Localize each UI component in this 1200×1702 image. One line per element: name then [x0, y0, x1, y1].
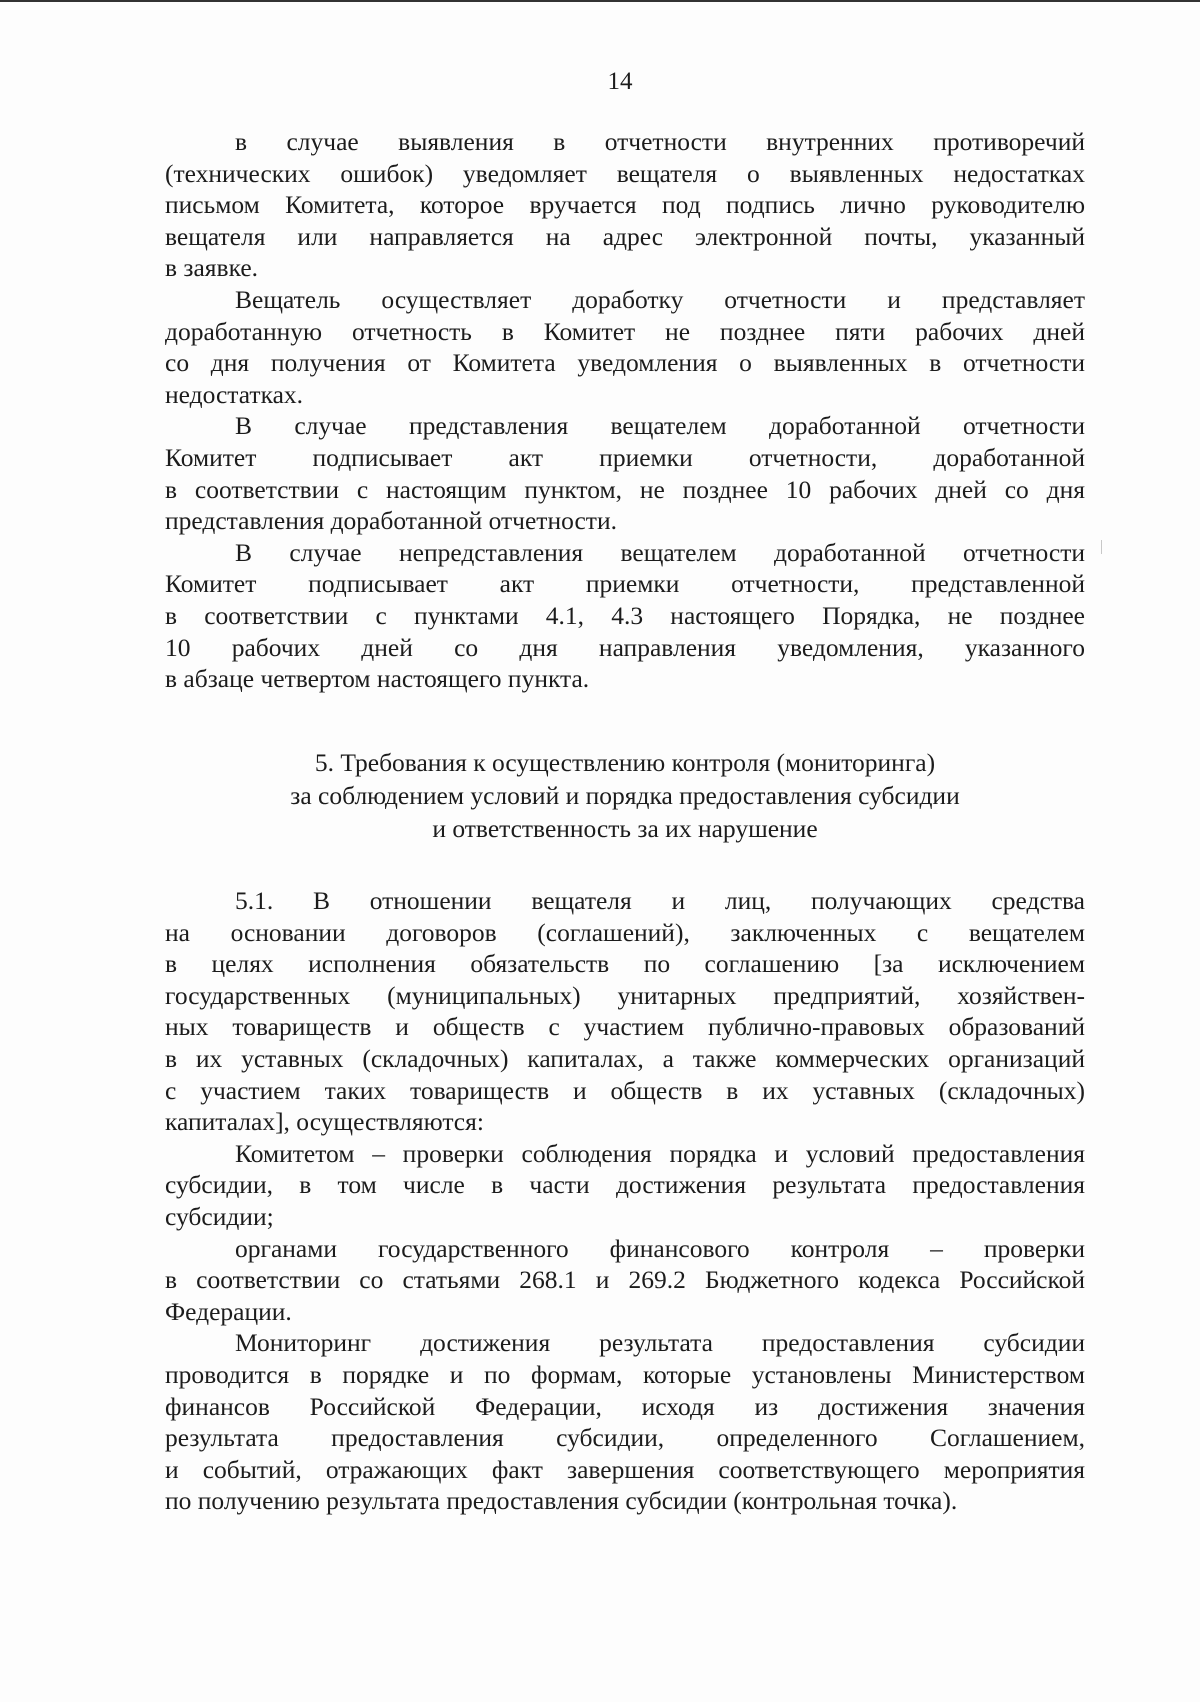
text-line: в их уставных (складочных) капиталах, а также коммерческих организаций — [165, 1043, 1085, 1073]
heading-line: за соблюдением условий и порядка предоставления субсидии — [290, 781, 960, 810]
text-line: субсидии, в том числе в части достижения результата предоставления — [165, 1170, 1085, 1200]
text-line: финансов Российской Федерации, исходя из достижения значения — [165, 1391, 1085, 1421]
heading-line: и ответственность за их нарушение — [432, 814, 818, 843]
paragraph — [165, 537, 1085, 695]
text-line: субсидии; — [165, 1201, 274, 1231]
paragraph — [165, 1327, 1085, 1517]
paragraph — [165, 1233, 1085, 1328]
scan-edge — [0, 0, 1200, 2]
text-line: в соответствии с настоящим пунктом, не позднее 10 рабочих дней со дня — [165, 474, 1085, 504]
text-line: проводится в порядке и по формам, которые установлены Министерством — [165, 1359, 1085, 1389]
paragraph — [165, 126, 1085, 284]
text-line: Комитет подписывает акт приемки отчетности, доработанной — [165, 442, 1085, 472]
text-line: В случае непредставления вещателем доработанной отчетности — [235, 537, 1085, 567]
text-line: в заявке. — [165, 253, 259, 283]
text-line: (технических ошибок) уведомляет вещателя о выявленных недостатках — [165, 158, 1085, 188]
paragraph — [165, 1138, 1085, 1233]
text-line: органами государственного финансового контроля – проверки — [235, 1233, 1085, 1263]
heading-line: 5. Требования к осуществлению контроля (мониторинга) — [314, 748, 936, 777]
text-line: Комитетом – проверки соблюдения порядка и условий предоставления — [235, 1138, 1085, 1168]
text-line: в соответствии с пунктами 4.1, 4.3 настоящего Порядка, не позднее — [165, 600, 1085, 630]
text-line: представления доработанной отчетности. — [165, 506, 617, 536]
text-line: ных товариществ и обществ с участием публично-правовых образований — [165, 1012, 1085, 1042]
text-line: Федерации. — [165, 1296, 292, 1326]
text-line: капиталах], осуществляются: — [165, 1107, 484, 1137]
paragraph — [165, 885, 1085, 1138]
text-line: на основании договоров (соглашений), заключенных с вещателем — [165, 917, 1085, 947]
text-line: результата предоставления субсидии, определенного Соглашением, — [165, 1423, 1085, 1453]
text-line: Комитет подписывает акт приемки отчетности, представленной — [165, 569, 1085, 599]
text-line: в соответствии со статьями 268.1 и 269.2 Бюджетного кодекса Российской — [165, 1265, 1085, 1295]
text-line: по получению результата предоставления субсидии (контрольная точка). — [165, 1486, 958, 1516]
text-block-before — [165, 126, 1085, 695]
page-number: 14 — [607, 68, 633, 95]
text-line: Вещатель осуществляет доработку отчетности и представляет — [235, 284, 1085, 314]
text-line: 10 рабочих дней со дня направления уведомления, указанного — [165, 632, 1085, 662]
section-heading — [165, 746, 1085, 845]
paragraph — [165, 284, 1085, 410]
text-block-after — [165, 885, 1085, 1517]
scan-mark — [1101, 540, 1102, 554]
text-line: письмом Комитета, которое вручается под подпись лично руководителю — [165, 190, 1085, 220]
text-line: государственных (муниципальных) унитарных предприятий, хозяйствен- — [165, 980, 1085, 1010]
text-line: 5.1. В отношении вещателя и лиц, получающих средства — [235, 886, 1085, 915]
text-line: с участием таких товариществ и обществ в их уставных (складочных) — [165, 1075, 1085, 1105]
text-line: В случае представления вещателем доработанной отчетности — [235, 411, 1085, 441]
text-line: и событий, отражающих факт завершения соответствующего мероприятия — [165, 1454, 1085, 1484]
text-line: недостатках. — [165, 379, 304, 409]
text-line: доработанную отчетность в Комитет не позднее пяти рабочих дней — [165, 316, 1085, 346]
text-line: со дня получения от Комитета уведомления о выявленных в отчетности — [165, 348, 1085, 378]
text-line: в целях исполнения обязательств по соглашению [за исключением — [165, 949, 1085, 979]
text-line: Мониторинг достижения результата предоставления субсидии — [235, 1328, 1085, 1358]
text-line: вещателя или направляется на адрес электронной почты, указанный — [165, 221, 1085, 251]
paragraph — [165, 410, 1085, 536]
text-line: в случае выявления в отчетности внутренних противоречий — [235, 127, 1085, 156]
text-line: в абзаце четвертом настоящего пункта. — [165, 664, 590, 694]
